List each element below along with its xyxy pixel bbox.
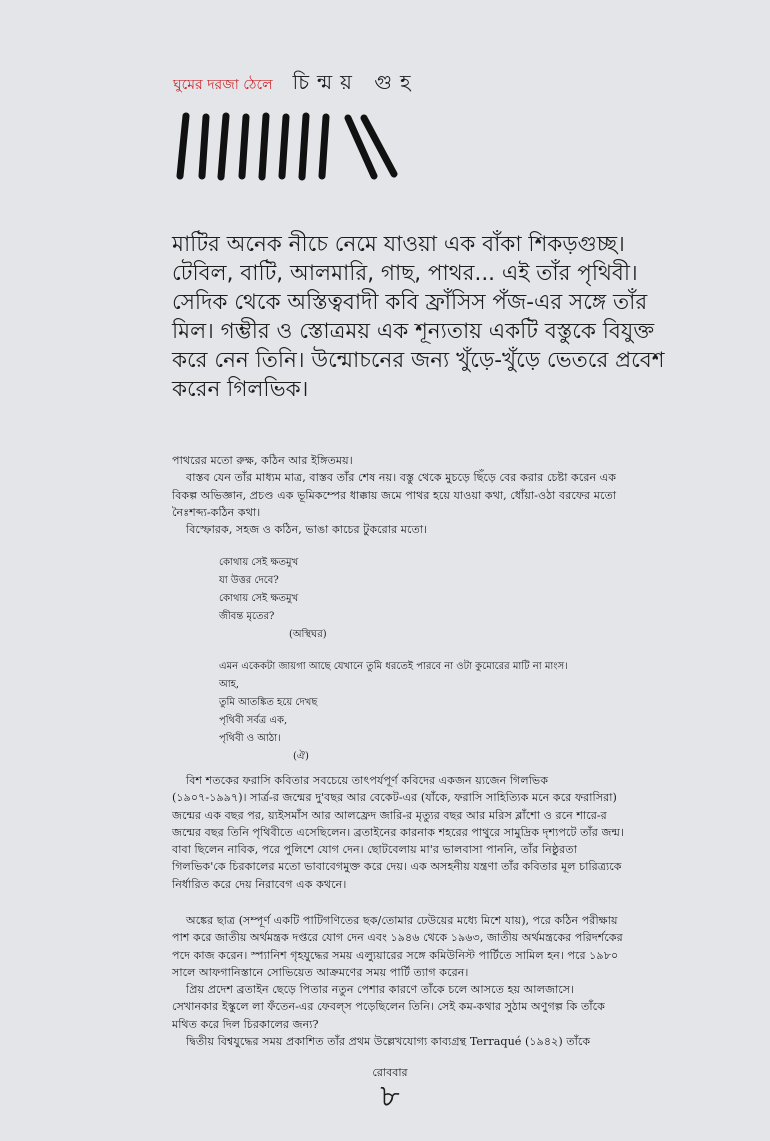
poem-line: পৃথিবী সর্বত্র এক,	[219, 715, 288, 726]
body-paragraph: বাস্তব যেন তাঁর মাধ্যম মাত্র, বাস্তব তাঁর শেষ নয়। বস্তু থেকে মুচড়ে ছিঁড়ে বের করার চেষ্টা করেন এক বিকল্প অভিজ্ঞান, প্রচণ্ড এক ভূমিকম্পের ধাক্কায় জমে পাথর হয়ে যাওয়া কথা, ধোঁয়া-ওঠা বরফের মতো নৈঃশব্দ্য-কঠিন কথা।	[172, 471, 617, 519]
body-paragraph: পাথরের মতো রুক্ষ, কঠিন আর ইঙ্গিতময়।	[172, 454, 353, 467]
page-header	[173, 68, 419, 101]
author-name: চিন্ময় গুহ	[292, 70, 419, 94]
poem-line: কোথায় সেই ক্ষতমুখ	[219, 557, 299, 568]
body-paragraph: অঙ্কের ছাত্র (সম্পূর্ণ একটি পাটিগণিতের ছক/তোমার ঢেউয়ের মধ্যে মিশে যায়), পরে কঠিন পরীক্ষায় পাশ করে জাতীয় অর্থমন্ত্রক দপ্তরে যোগ দেন এবং ১৯৪৬ থেকে ১৯৬৩, জাতীয় অর্থমন্ত্রকের পরিদর্শকের পদে কাজ করেন। স্প্যানিশ গৃহযুদ্ধের সময় এল্যুয়ারের সঙ্গে কমিউনিস্ট পার্টিতে সামিল হন। পরে ১৯৮০ সালে আফগানিস্তানে সোভিয়েত আক্রমণের সময় পার্টি ত্যাগ করেন।	[172, 914, 623, 979]
body-section-1	[172, 452, 624, 538]
poem-line: এমন একেকটা জায়গা আছে যেখানে তুমি ধরতেই পারবে না ওটা কুমোরের মাটি না মাংস।	[219, 661, 568, 672]
poem-source: (ঐ)	[293, 751, 309, 762]
page-number: ৮	[380, 1079, 400, 1114]
body-section-3	[172, 912, 624, 1050]
poem-quote-1	[219, 554, 327, 644]
poem-line: তুমি আতঙ্কিত হয়ে দেখছ	[219, 697, 318, 708]
body-paragraph: বিস্ফোরক, সহজ ও কঠিন, ভাঙা কাচের টুকরোর মতো।	[186, 523, 428, 537]
body-paragraph: বিশ শতকের ফরাসি কবিতার সবচেয়ে তাৎপর্যপূর্ণ কবিদের একজন য়্যজেন গিলভিক (১৯০৭-১৯৯৭)। সার্ত্র-র জন্মের দু'বছর আর বেকেট-এর (যাঁকে, ফরাসি সাহিত্যিক মনে করে ফরাসিরা) জন্মের এক বছর পর, য়্যইসমাঁস আর আলফ্রেদ জারি-র মৃত্যুর বছর আর মরিস ব্লাঁশো ও রনে শারে-র জন্মের বছর তিনি পৃথিবীতে এসেছিলেন। ব্রতাইনের কারনাক শহরের পাথুরে সামুদ্রিক দৃশ্যপটে তাঁর জন্ম। বাবা ছিলেন নাবিক, পরে পুলিশে যোগ দেন। ছোটবেলায় মা'র ভালবাসা পাননি, তাঁর নিষ্ঠুরতা গিলভিক'কে চিরকালের মতো ভাবাবেগমুক্ত করে দেয়। এক অসহনীয় যন্ত্রণা তাঁর কবিতার মূল চারিত্র্যকে নির্ধারিত করে দেয় নিরাবেগ এক কথনে।	[172, 774, 624, 891]
poem-line: কোথায় সেই ক্ষতমুখ	[219, 593, 299, 604]
series-title: ঘুমের দরজা ঠেলে	[173, 77, 273, 93]
poem-line: জীবন্ত মৃতের?	[219, 611, 275, 622]
brush-strokes-icon	[172, 112, 402, 182]
body-paragraph: দ্বিতীয় বিশ্বযুদ্ধের সময় প্রকাশিত তাঁর প্রথম উল্লেখযোগ্য কাব্যগ্রন্থ Terraqué (১৯৪২) তাঁকে	[186, 1035, 591, 1049]
intro-paragraph: মাটির অনেক নীচে নেমে যাওয়া এক বাঁকা শিকড়গুচ্ছ। টেবিল, বাটি, আলমারি, গাছ, পাথর... এই তাঁর পৃথিবী। সেদিক থেকে অস্তিত্ববাদী কবি ফ্রাঁসিস পঁজ-এর সঙ্গে তাঁর মিল। গম্ভীর ও স্তোত্রময় এক শূন্যতায় একটি বস্তুকে বিযুক্ত করে নেন তিনি। উন্মোচনের জন্য খুঁড়ে-খুঁড়ে ভেতরে প্রবেশ করেন গিলভিক।	[172, 232, 665, 402]
poem-line: আহ,	[219, 679, 240, 690]
poem-line: পৃথিবী ও আঠা।	[219, 733, 281, 744]
magazine-name: রোববার	[372, 1066, 408, 1079]
poem-line: যা উত্তর দেবে?	[219, 575, 279, 586]
page-footer	[365, 1064, 415, 1113]
body-paragraph: প্রিয় প্রদেশ ব্রতাইন ছেড়ে পিতার নতুন পেশার কারণে তাঁকে চলে আসতে হয় আলজাসে। সেখানকার ইস্কুলে লা ফঁতেন-এর ফেবল্‌স পড়েছিলেন তিনি। সেই কম-কথার সুঠাম অণুগল্প কি তাঁকে মথিত করে দিল চিরকালের জন্য?	[172, 983, 605, 1031]
poem-source: (অস্থিঘর)	[289, 629, 327, 640]
poem-quote-2	[219, 658, 568, 766]
body-section-2	[172, 772, 624, 893]
